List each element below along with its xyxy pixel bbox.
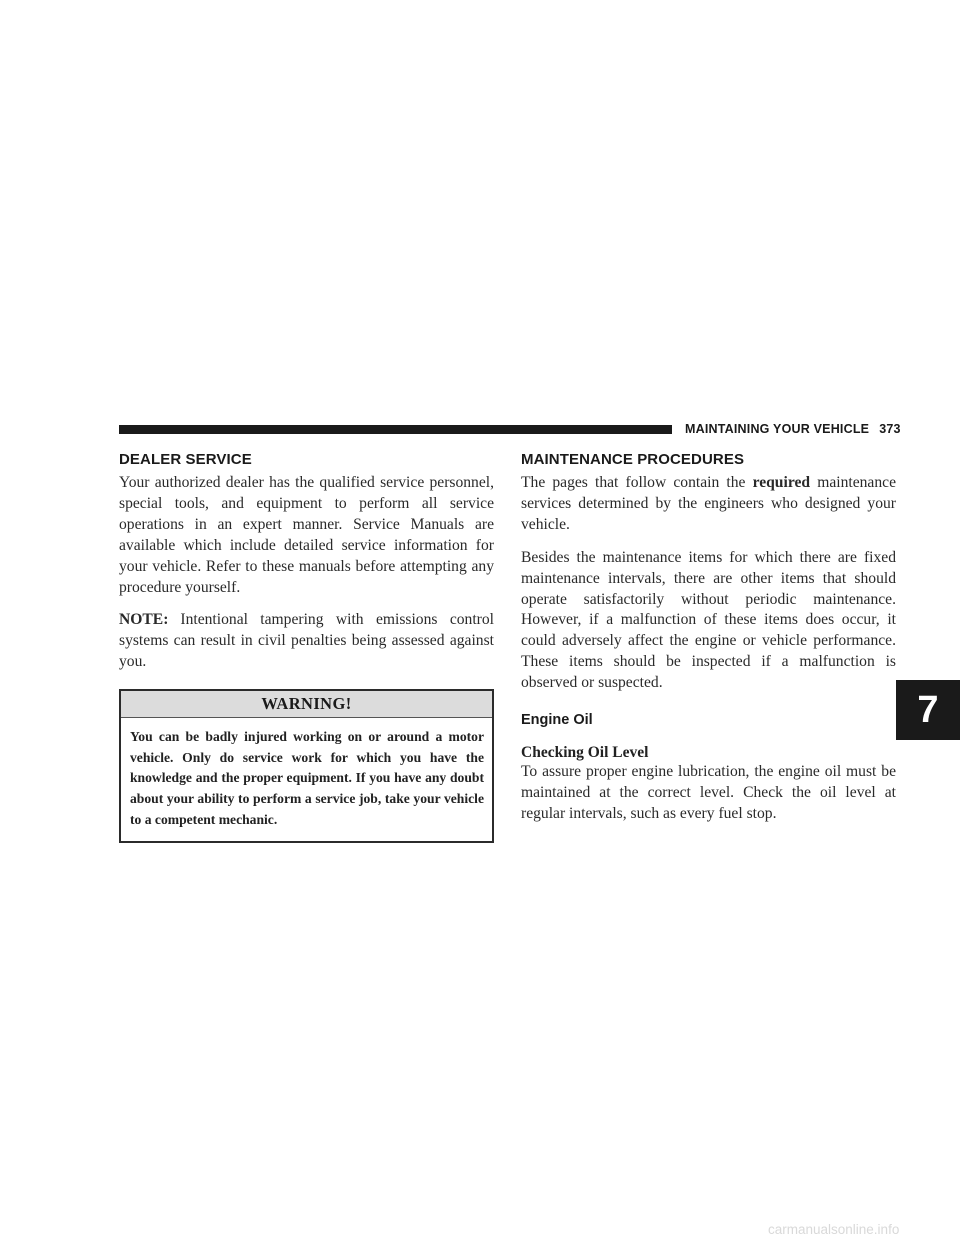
warning-box xyxy=(119,689,494,843)
dealer-service-heading: DEALER SERVICE xyxy=(119,451,252,468)
warning-title: WARNING! xyxy=(121,691,492,718)
checking-oil-level-subheading: Checking Oil Level xyxy=(521,744,649,762)
intro-text-end: maintenance services determined by the engineers who designed your vehicle. xyxy=(521,474,896,533)
left-column xyxy=(119,451,494,843)
note-label: NOTE: xyxy=(119,611,169,629)
engine-oil-heading: Engine Oil xyxy=(521,712,593,729)
maintenance-intro-paragraph xyxy=(521,473,896,536)
maintenance-items-paragraph: Besides the maintenance items for which there are fixed maintenance intervals, there are other items that should operate satisfactorily without periodic maintenance. However, if a malfunction of these items does occur, it could adversely affect the engine or vehicle performance. These items should be inspected if a malfunction is observed or suspected. xyxy=(521,548,896,692)
required-emphasis: required xyxy=(752,474,811,491)
section-title: MAINTAINING YOUR VEHICLE xyxy=(685,422,870,436)
maintenance-procedures-heading: MAINTENANCE PROCEDURES xyxy=(521,451,745,468)
right-column xyxy=(521,451,896,837)
running-header xyxy=(685,422,901,436)
note-text: Intentional tampering with emissions control systems can result in civil penalties being assessed against you. xyxy=(119,611,494,671)
engine-oil-paragraph: To assure proper engine lubrication, the engine oil must be maintained at the correct level. Check the oil level at regular intervals, such as every fuel stop. xyxy=(521,763,896,822)
intro-text-start: The pages that follow contain the xyxy=(521,474,753,491)
note-paragraph xyxy=(119,610,494,673)
chapter-tab: 7 xyxy=(896,680,960,740)
page-number: 373 xyxy=(879,422,901,436)
header-rule xyxy=(119,425,672,434)
warning-text: You can be badly injured working on or around a motor vehicle. Only do service work for which you have the knowledge and the proper equipment. If you have any doubt about your ability to perform a service job, take your vehicle to a competent mechanic. xyxy=(130,729,484,827)
watermark: carmanualsonline.info xyxy=(768,1222,900,1237)
dealer-service-paragraph: Your authorized dealer has the qualified service personnel, special tools, and equipment to perform all service operations in an expert manner. Service Manuals are available which include detailed service information for your vehicle. Refer to these manuals before attempting any procedure yourself. xyxy=(119,474,494,596)
